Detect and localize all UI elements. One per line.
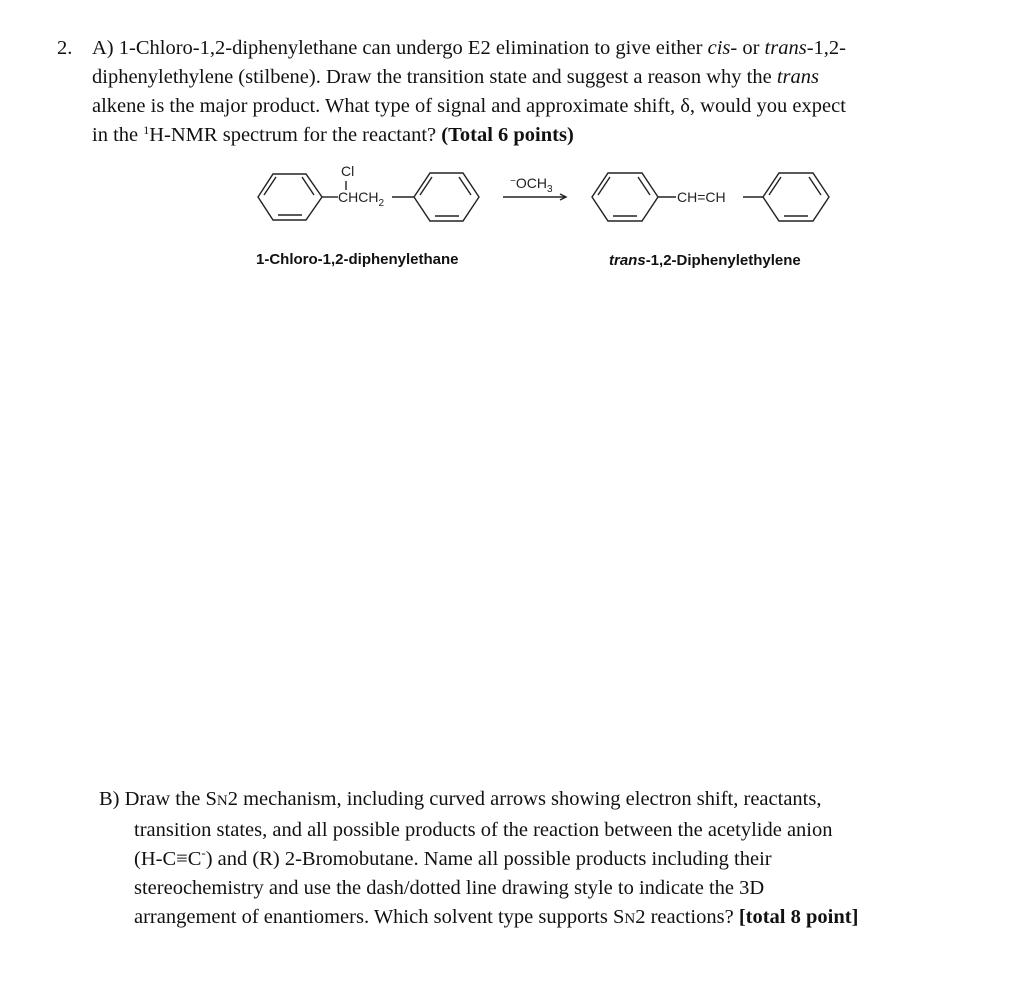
- part-a-label: A): [92, 37, 114, 59]
- part-a-line-3: alkene is the major product. What type of signal and approximate shift, δ, would you expect: [92, 95, 846, 117]
- part-b-line-5: arrangement of enantiomers. Which solvent type supports SN2 reactions? [total 8 point]: [134, 906, 859, 928]
- benzene-ring-icon: [258, 174, 322, 220]
- product-name: trans-1,2-Diphenylethylene: [609, 252, 801, 269]
- product-chain: CH=CH: [677, 189, 726, 205]
- part-b-line-4: stereochemistry and use the dash/dotted line drawing style to indicate the 3D: [134, 877, 765, 899]
- benzene-ring-icon: [414, 173, 479, 221]
- part-b-line-1: B) Draw the SN2 mechanism, including curved arrows showing electron shift, reactants,: [99, 788, 822, 810]
- part-a-line-2: diphenylethylene (stilbene). Draw the transition state and suggest a reason why the trans: [92, 66, 820, 88]
- part-b-points: [total 8 point]: [738, 906, 859, 928]
- part-b-line-3: (H-C≡C-) and (R) 2-Bromobutane. Name all possible products including their: [134, 845, 772, 870]
- reagent-label: $^-OCH_3$: [510, 175, 553, 195]
- part-b-line-2: transition states, and all possible products of the reaction between the acetylide anion: [134, 819, 833, 841]
- reactant-name: 1-Chloro-1,2-diphenylethane: [256, 251, 459, 268]
- part-a-points: (Total 6 points): [441, 124, 574, 146]
- benzene-ring-icon: [592, 173, 658, 221]
- part-a-line-4: in the $^1$H-NMR spectrum for the reactant? (Total 6 points): [92, 123, 574, 146]
- question-number: 2.: [57, 37, 73, 59]
- benzene-ring-icon: [763, 173, 829, 221]
- reactant-chain: $CHCH_2$: [338, 189, 385, 209]
- chlorine-label: Cl: [341, 163, 355, 179]
- part-b-label: B): [99, 788, 120, 810]
- part-b-text: [99, 785, 858, 934]
- reaction-scheme: [0, 0, 1018, 300]
- part-a-line-1: A) 1-Chloro-1,2-diphenylethane can undergo E2 elimination to give either cis- or trans-1,2-: [92, 37, 846, 59]
